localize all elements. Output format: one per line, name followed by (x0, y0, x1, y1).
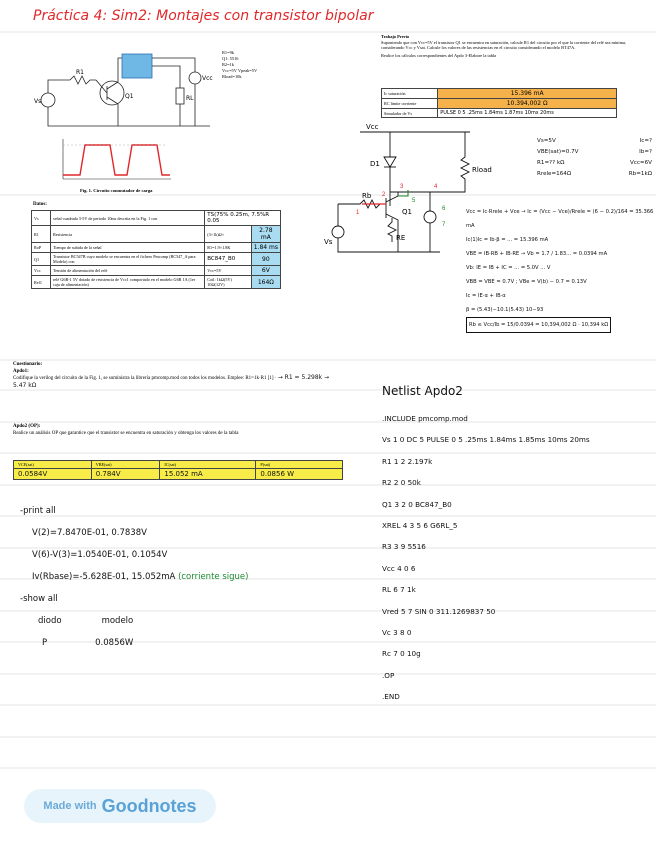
equation-line: Ic(1)Ic = Ib·β = ... = 15.396 mA (466, 237, 549, 243)
netlist-line: R1 1 2 2.197k (382, 456, 433, 466)
datos-desc: Resistencia (51, 226, 205, 243)
relay-label-q1: Q1 (402, 208, 412, 216)
apdo1-text (13, 375, 343, 390)
figure-param: R2=1k (222, 62, 234, 67)
datos-val: 1.84 ms (251, 243, 280, 253)
op-header: IC(sat) (160, 461, 256, 469)
op-value: 15.052 mA (160, 469, 256, 480)
print-line: V(2)=7.8470E-01, 0.7838V (32, 528, 147, 538)
datos-note: Vcc=5V (205, 266, 251, 276)
logo-brand: Goodnotes (101, 795, 197, 816)
relay-param: Ib=? (639, 149, 652, 155)
figure-label-r1: R1 (76, 69, 84, 76)
table-row (14, 469, 343, 480)
relay-param: Rrele=164Ω (537, 171, 572, 177)
trabajo-previo-heading: Trabajo Previo (381, 34, 410, 39)
netlist-line: .END (382, 692, 400, 702)
trabajo-previo-text2: Realice los cálculos correspondientes del Apdo 3-Elabore la tabla (381, 52, 497, 58)
equation-line: Rb ≤ Vcc/Ib = 15/0.0394 = 10,394,002 Ω · 10,394 kΩ (466, 317, 611, 333)
datos-sym: Vcc (32, 266, 51, 276)
op-table (13, 460, 343, 480)
goodnotes-logo (24, 789, 216, 823)
op-header: VCE(sat) (14, 461, 92, 469)
relay-params (537, 136, 652, 180)
datos-note: R1=1.9×1.8K (205, 243, 251, 253)
figure-param: R1=9k (222, 50, 234, 55)
netlist-line: Vred 5 7 SIN 0 311.1269837 50 (382, 606, 496, 616)
datos-desc: relé G6R-1 5V dotado de resistencia de Vcc1 comportado en el modelo G6R 1A (1er caja de alimentación) (51, 276, 205, 289)
netlist-line: Vcc 4 0 6 (382, 563, 416, 573)
table-row (32, 243, 281, 253)
relay-node-label: 2 (382, 192, 386, 198)
datos-sym: RoP (32, 243, 51, 253)
tp-value: PULSE 0 5 .25ms 1.84ms 1.87ms 10ms 20ms (438, 109, 617, 118)
relay-param-row (537, 169, 652, 180)
print-line: -show all (20, 594, 58, 604)
relay-param: Vs=5V (537, 138, 556, 144)
datos-desc: señal cuadrada 3-5V de periodo 10ms descrita en la Fig. 1 con (51, 211, 205, 226)
relay-param-row (537, 158, 652, 169)
print-line: V(6)-V(3)=1.0540E-01, 0.1054V (32, 550, 168, 560)
relay-param: Vcc=6V (629, 160, 652, 166)
datos-sym: Rel1 (32, 276, 51, 289)
datos-note: (3×1k)Ω× (205, 226, 251, 243)
logo-made-with: Made with (43, 800, 97, 812)
print-line (20, 566, 340, 588)
figure-param: Q1: 5516 (222, 56, 239, 61)
netlist-line: Rc 7 0 10g (382, 649, 421, 659)
relay-node-label: 7 (442, 222, 446, 228)
equation-line: VBE = IB·RB + IB·RE → Vb = 1.7 / 1.83... = 0.0394 mA (466, 251, 608, 257)
table-header-row (14, 461, 343, 469)
equation-line: Vcc = Ic·Rrele + Vce → Ic = (Vcc − Vce)/Rrele = (6 − 0.2)/164 = 35.366 mA (466, 209, 654, 229)
figure-label-vcc: Vcc (202, 75, 213, 82)
datos-desc: Tiempo de subida de la señal (51, 243, 205, 253)
print-col: modelo (101, 616, 134, 626)
relay-label-rb: Rb (362, 192, 372, 200)
relay-label-vs: Vs (324, 238, 333, 246)
figure-param: Vcc=5V Vpeak=5V (222, 68, 258, 73)
equation-line: β = (5.43)−10.1(5.43) 10−93 (466, 307, 544, 313)
datos-val: BC847_B0 (205, 253, 251, 266)
table-row (382, 99, 617, 109)
datos-desc: Tensión de alimentación del relé (51, 266, 205, 276)
datos-heading: Datos: (33, 202, 47, 207)
tp-label: Simulador de Vs (382, 109, 438, 118)
tp-label: Ic saturación (382, 89, 438, 99)
datos-val: 2.78 mA (251, 226, 280, 243)
trabajo-previo-table (381, 88, 617, 118)
table-row (32, 276, 281, 289)
table-row (32, 226, 281, 243)
figure-1-circuit (30, 48, 250, 138)
relay-node-label: 4 (434, 184, 438, 190)
op-header: P(sat) (256, 461, 343, 469)
relay-node-label: 1 (356, 210, 360, 216)
table-row (382, 89, 617, 99)
netlist-line: .OP (382, 670, 395, 680)
netlist-line: XREL 4 3 5 6 G6RL_5 (382, 521, 458, 531)
apdo1-body: Codifique la verilog del circuito de la Fig. 1, se suministra la librería pmcomp.mod con todos los modelos. Emplee: R1=1k·R1 [1] · (13, 376, 277, 381)
op-value: 0.0584V (14, 469, 92, 480)
op-value: 0.0856 W (256, 469, 343, 480)
datos-val: 6V (251, 266, 280, 276)
apdo2-block (13, 424, 343, 437)
cuestionario-heading: Cuestionario: (13, 362, 43, 367)
relay-param-row (537, 147, 652, 158)
trabajo-previo-text: Suponiendo que con Vcc=5V el transistor Q1 se encuentra en saturación, calcule R1 del circuito por el que la corriente del relé sea mínima, considerando Vcc y Vsat. Calcule los valores de las resistencias en el circuito considerando el modelo BT47A. (381, 39, 627, 51)
print-col: diodo (38, 616, 62, 626)
cuestionario-block (13, 362, 343, 390)
equation-line: Vb: IE = IB + IC = ... = 5.0V ... V (466, 265, 551, 271)
table-row (32, 211, 281, 226)
datos-sym: Vs (32, 211, 51, 226)
op-header: VBE(sat) (91, 461, 160, 469)
tp-label: RC limite corriente (382, 99, 438, 109)
netlist-line: Vs 1 0 DC 5 PULSE 0 5 .25ms 1.84ms 1.85ms 10ms 20ms (382, 435, 590, 445)
datos-desc: Transistor BC547B cuyo modelo se encuentra en el fichero Pmcomp (BC547_A para Modelo) con (51, 253, 205, 266)
op-value: 0.784V (91, 469, 160, 480)
figure-label-q1: Q1 (125, 93, 134, 100)
print-line-note: (corriente sigue) (178, 572, 249, 582)
figure-params (222, 50, 257, 80)
netlist-block (382, 408, 650, 708)
print-cell: 0.0856W (95, 638, 134, 648)
datos-note: Coil: 1kΩ(5V) 10Ω(12V) (205, 276, 251, 289)
tp-value: 15.396 mA (438, 89, 617, 99)
table-row (32, 266, 281, 276)
relay-node-label: 6 (442, 206, 446, 212)
relay-param-row (537, 136, 652, 147)
trabajo-previo-block (381, 34, 631, 58)
equations-block (466, 205, 654, 333)
apdo1-heading: Apdo1: (13, 368, 29, 374)
datos-val: 164Ω (251, 276, 280, 289)
netlist-line: Vc 3 8 0 (382, 628, 412, 638)
netlist-line: Q1 3 2 0 BC847_B0 (382, 499, 452, 509)
waveform-plot (55, 135, 175, 185)
netlist-line: .INCLUDE pmcomp.mod (382, 414, 468, 423)
relay-label-re: RE (396, 234, 406, 242)
apdo2-heading: Apdo2 (OP): (13, 424, 41, 429)
page-title: Práctica 4: Sim2: Montajes con transistor bipolar (33, 8, 374, 24)
netlist-line: R2 2 0 50k (382, 478, 421, 488)
figure-param: Rload=10k (222, 74, 242, 79)
print-line: -print all (20, 506, 56, 516)
datos-val: TS(75% 0.25m, 7.5%R 0.05 (205, 211, 281, 226)
datos-sym: R1 (32, 226, 51, 243)
relay-param: VBE(sat)=0.7V (537, 149, 579, 155)
relay-node-label: 3 (400, 184, 404, 190)
figure-label-rl: RL (186, 95, 194, 102)
netlist-line: R3 3 9 5516 (382, 542, 426, 552)
apdo2-text: Realice un análisis OP que garantice que el transistor se encuentra en saturación y obtenga los valores de la tabla (13, 430, 239, 436)
figure-label-vs: Vs (34, 98, 42, 105)
netlist-line: RL 6 7 1k (382, 585, 416, 595)
equation-line: VBB = VBE = 0.7V ; VBe = V(b) − 0.7 = 0.13V (466, 279, 587, 285)
print-columns (20, 632, 340, 654)
netlist-title: Netlist Apdo2 (382, 384, 463, 398)
table-row (382, 109, 617, 118)
apdo1-handwritten: → R1 = 5.298k → 5.47 kΩ (13, 374, 330, 389)
equation-line: Ic = IE·α + IB·α (466, 293, 506, 299)
relay-param: R1=?? kΩ (537, 160, 565, 166)
print-line-text: Iv(Rbase)=-5.628E-01, 15.052mA (32, 572, 176, 582)
print-block (20, 500, 340, 654)
relay-param: Rb=1kΩ (628, 171, 652, 177)
figure-caption: Fig. 1. Circuito conmutador de carga (80, 188, 153, 193)
relay-label-rload: Rload (472, 166, 492, 174)
table-row (32, 253, 281, 266)
tp-value: 10.394,002 Ω (438, 99, 617, 109)
relay-param: Ic=? (639, 138, 652, 144)
relay-label-vcc: Vcc (366, 123, 379, 131)
datos-sym: Q1 (32, 253, 51, 266)
relay-node-label: 5 (412, 198, 416, 204)
print-cell: P (42, 638, 48, 648)
print-columns (20, 610, 340, 632)
datos-table (31, 210, 281, 289)
relay-label-d1: D1 (370, 160, 380, 168)
datos-extra: 90 (251, 253, 280, 266)
